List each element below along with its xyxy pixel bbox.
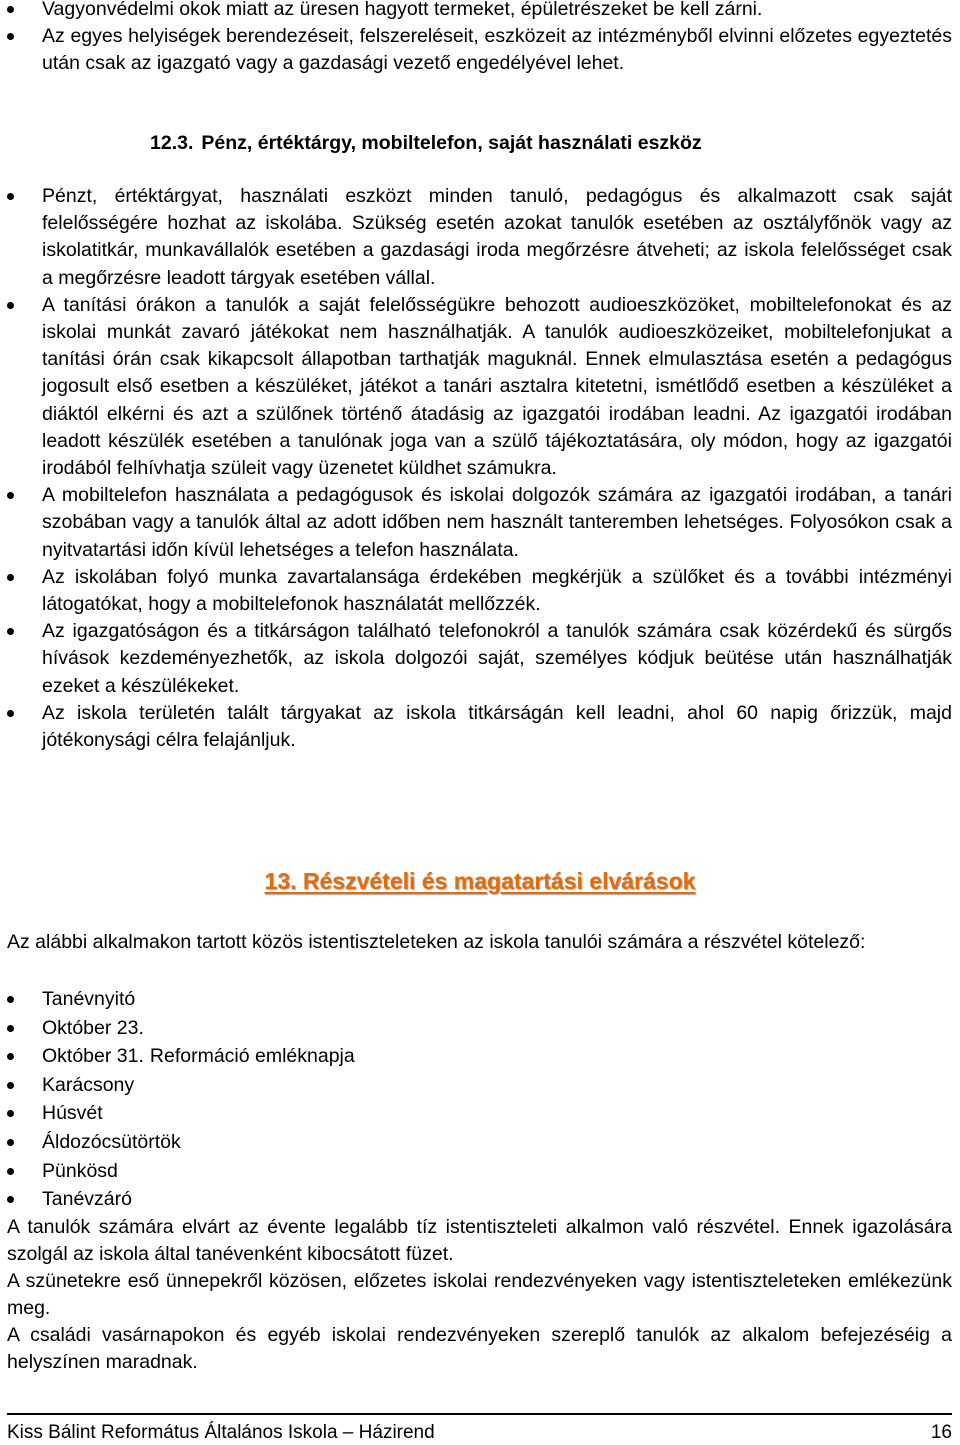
list-item xyxy=(0,1128,960,1157)
list-item xyxy=(0,1042,960,1071)
list-item xyxy=(0,1099,960,1128)
bullet-icon xyxy=(7,1025,14,1032)
bullet-icon xyxy=(7,1082,14,1089)
bullet-icon xyxy=(7,302,14,309)
bullet-icon xyxy=(7,1053,14,1060)
bullet-icon xyxy=(7,1139,14,1146)
bullet-icon xyxy=(7,628,14,635)
list-item-text: Pénzt, értéktárgyat, használati eszközt minden tanuló, pedagógus és alkalmazott csak saját felelősségére hozhat az iskolába. Szükség esetén azokat tanulók esetében az osztályfőnök vagy az iskolatitkár, munkavállalók esetében a gazdasági iroda megőrzésre átveheti; az iskola felelősséget csak a megőrzésre leadott tárgyak esetében vállal. xyxy=(42,185,952,289)
day-date: Október 31. xyxy=(42,1045,144,1068)
service-days-list xyxy=(0,985,960,1214)
bullet-icon xyxy=(7,710,14,717)
bullet-icon xyxy=(7,1168,14,1175)
body-paragraph: A tanulók számára elvárt az évente legalább tíz istentiszteleti alkalmon való részvétel. Ennek igazolására szolgál az iskola által tanévenként kibocsátott füzet. xyxy=(7,1216,952,1266)
list-item xyxy=(0,985,960,1014)
body-paragraph: A szünetekre eső ünnepekről közösen, előzetes iskolai rendezvényeken vagy istentiszteleteken emlékezünk meg. xyxy=(7,1270,952,1320)
list-item xyxy=(0,618,960,700)
page-footer xyxy=(7,1413,952,1443)
subsection-title: Pénz, értéktárgy, mobiltelefon, saját használati eszköz xyxy=(201,132,702,154)
list-item-text: Az igazgatóságon és a titkárságon található telefonokról a tanulók számára csak közérdekű és sürgős hívások kezdeményezhetők, az iskola dolgozói saját, személyes kódjuk beütése után használhatják ezeket a készülékeket. xyxy=(42,620,952,697)
list-item-text: Az egyes helyiségek berendezéseit, felszereléseit, eszközeit az intézményből elvinni előzetes egyeztetés után csak az igazgató vagy a gazdasági vezető engedélyével lehet. xyxy=(42,25,952,75)
list-item xyxy=(0,1071,960,1100)
bullet-icon xyxy=(7,996,14,1003)
list-item xyxy=(0,1185,960,1214)
day-date: Pünkösd xyxy=(42,1159,118,1182)
list-item-text: Az iskolában folyó munka zavartalansága érdekében megkérjük a szülőket és a további intézményi látogatókat, hogy a mobiltelefonok használatát mellőzzék. xyxy=(42,565,952,616)
list-item-text: A mobiltelefon használata a pedagógusok és iskolai dolgozók számára az igazgatói irodában, a tanári szobában vagy a tanulók által az adott időben nem használt tanteremben lehetséges. Folyosókon csak a nyitvatartási időn kívül lehetséges a telefon használata. xyxy=(42,484,952,561)
footer-title: Kiss Bálint Református Általános Iskola – Házirend xyxy=(7,1422,435,1443)
subsection-heading xyxy=(150,130,702,157)
list-item xyxy=(0,564,960,618)
day-date: Tanévzáró xyxy=(42,1188,132,1211)
list-item xyxy=(0,1157,960,1186)
day-date: Húsvét xyxy=(42,1102,103,1125)
list-item-text: Az iskola területén talált tárgyakat az iskola titkárságán kell leadni, ahol 60 napig őrizzük, majd jótékonysági célra felajánljuk. xyxy=(42,701,952,752)
list-item xyxy=(0,0,960,23)
bullet-icon xyxy=(7,574,14,581)
bullet-icon xyxy=(7,1196,14,1203)
list-item xyxy=(0,23,960,77)
section-heading xyxy=(0,866,960,896)
day-date: Áldozócsütörtök xyxy=(42,1130,181,1153)
list-item-text: A tanítási órákon a tanulók a saját felelősségükre behozott audioeszközöket, mobiltelefonokat és az iskolai munkát zavaró játékokat nem használhatják. A tanulók audioeszközeiket, mobiltelefonjukat a tanítási órán csak kikapcsolt állapotban tarthatják maguknál. Ennek elmulasztása esetén a pedagógus jogosult első esetben a készüléket, játékot a tanári asztalra kitetetni, ismétlődő esetben a készüléket a diáktól elkérni és azt a szülőnek történő átadásig az igazgatói irodában leadni. Az igazgatói irodában leadott készülék esetében a tanulónak joga van a szülő tájékoztatására, oly módon, hogy az igazgatói irodából felhívhatja szüleit vagy üzenetet küldhet számukra. xyxy=(42,293,952,480)
day-date: Tanévnyitó xyxy=(42,988,136,1010)
bullet-icon xyxy=(7,33,14,40)
page-number: 16 xyxy=(930,1422,952,1443)
bullet-icon xyxy=(7,6,14,13)
bullet-icon xyxy=(7,492,14,499)
day-date: Október 23. xyxy=(42,1016,144,1039)
list-item xyxy=(0,1014,960,1043)
list-item xyxy=(0,700,960,754)
list-item xyxy=(0,183,960,292)
subsection-number: 12.3. xyxy=(150,132,194,154)
intro-paragraph: Az alábbi alkalmakon tartott közös istentiszteleteken az iskola tanulói számára a részvétel kötelező: xyxy=(7,931,866,953)
bullet-icon xyxy=(7,193,14,200)
body-paragraph: A családi vasárnapokon és egyéb iskolai rendezvényeken szereplő tanulók az alkalom befejezéséig a helyszínen maradnak. xyxy=(7,1324,952,1374)
day-note: Reformáció emléknapja xyxy=(149,1045,355,1068)
list-item xyxy=(0,292,960,482)
top-bullet-list xyxy=(0,0,960,78)
list-item xyxy=(0,482,960,564)
subsection-bullet-list xyxy=(0,183,960,754)
day-date: Karácsony xyxy=(42,1073,135,1096)
bullet-icon xyxy=(7,1110,14,1117)
section-title: 13. Részvételi és magatartási elvárások xyxy=(264,868,696,894)
list-item-text: Vagyonvédelmi okok miatt az üresen hagyott termeket, épületrészeket be kell zárni. xyxy=(42,0,763,20)
